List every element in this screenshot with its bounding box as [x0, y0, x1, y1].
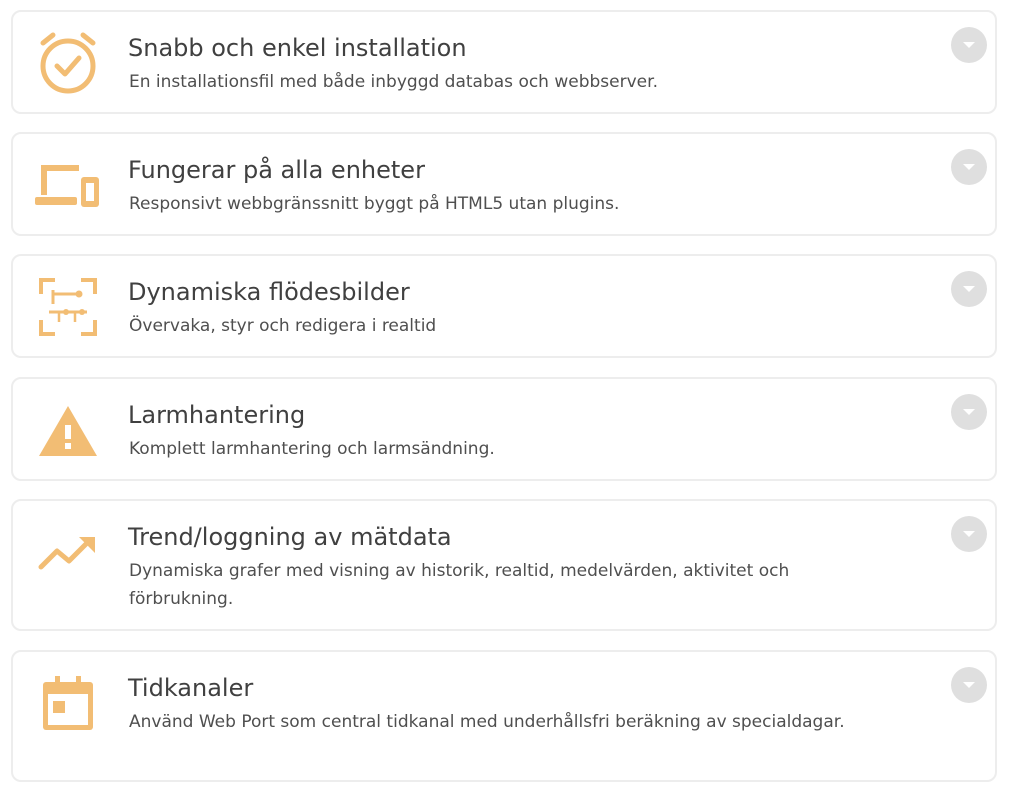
expand-toggle-button[interactable] — [951, 667, 987, 703]
chevron-down-icon — [962, 40, 976, 50]
feature-card-trend[interactable] — [11, 499, 997, 631]
feature-card-devices[interactable] — [11, 132, 997, 236]
feature-card-flow[interactable] — [11, 254, 997, 358]
feature-title: Dynamiska flödesbilder — [128, 278, 410, 306]
chevron-down-icon — [962, 162, 976, 172]
warning-triangle-icon — [35, 398, 101, 464]
feature-description: Responsivt webbgränssnitt byggt på HTML5 utan plugins. — [129, 194, 620, 214]
calendar-icon — [35, 672, 101, 738]
expand-toggle-button[interactable] — [951, 27, 987, 63]
chevron-down-icon — [962, 529, 976, 539]
expand-toggle-button[interactable] — [951, 516, 987, 552]
feature-description: En installationsfil med både inbyggd databas och webbserver. — [129, 72, 658, 92]
expand-toggle-button[interactable] — [951, 271, 987, 307]
feature-description: Komplett larmhantering och larmsändning. — [129, 439, 495, 459]
feature-card-alarms[interactable] — [11, 377, 997, 481]
alarm-clock-check-icon — [35, 29, 101, 95]
chevron-down-icon — [962, 680, 976, 690]
feature-description: Dynamiska grafer med visning av historik, realtid, medelvärden, aktivitet och förbrukning. — [129, 561, 790, 609]
feature-title: Fungerar på alla enheter — [128, 156, 425, 184]
trending-up-icon — [35, 521, 101, 587]
chevron-down-icon — [962, 407, 976, 417]
feature-title: Snabb och enkel installation — [128, 34, 467, 62]
chevron-down-icon — [962, 284, 976, 294]
feature-title: Trend/loggning av mätdata — [128, 523, 452, 551]
feature-description: Övervaka, styr och redigera i realtid — [129, 316, 437, 336]
feature-title: Tidkanaler — [128, 674, 254, 702]
expand-toggle-button[interactable] — [951, 149, 987, 185]
flow-diagram-icon — [35, 274, 101, 340]
devices-icon — [35, 153, 101, 219]
feature-card-installation[interactable] — [11, 10, 997, 114]
expand-toggle-button[interactable] — [951, 394, 987, 430]
feature-card-time-channels[interactable] — [11, 650, 997, 782]
feature-description: Använd Web Port som central tidkanal med underhållsfri beräkning av specialdagar. — [129, 712, 845, 732]
feature-title: Larmhantering — [128, 401, 306, 429]
